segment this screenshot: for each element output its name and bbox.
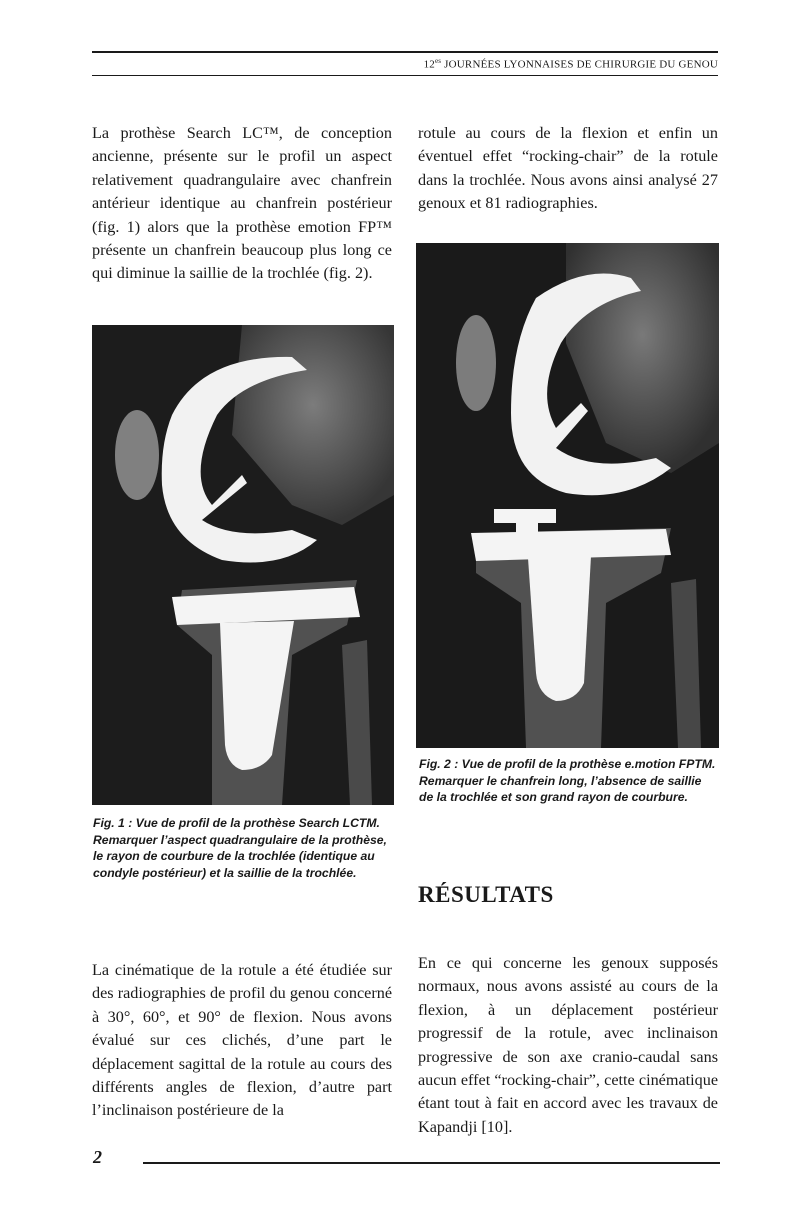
running-head: $12^{es}$ JOURNÉES LYONNAISES DE CHIRURGIE DU GENOU — [423, 57, 718, 71]
figure-1-xray — [92, 325, 394, 805]
page-number: 2 — [93, 1147, 102, 1167]
figure-2-caption: Fig. 2 : Vue de profil de la prothèse e.motion FPTM. Remarquer le chanfrein long, l’absence de saillie de la trochlée et son grand rayon de courbure. — [419, 757, 716, 804]
header-rule-lower — [92, 75, 718, 76]
header-rule — [92, 51, 718, 53]
right-paragraph-results: En ce qui concerne les genoux supposés normaux, nous avons assisté au cours de la flexion, à un déplacement postérieur progressif de la rotule, avec inclinaison progressive de son axe cranio-caudal sans aucun effet “rocking-chair”, cette cinématique étant tout à fait en accord avec les travaux de Kapandji [10]. — [418, 954, 718, 1136]
right-paragraph-continued: rotule au cours de la flexion et enfin un éventuel effet “rocking-chair” de la rotule dans la trochlée. Nous avons ainsi analysé 27 genoux et 81 radiographies. — [418, 124, 718, 213]
section-heading-results: RÉSULTATS — [418, 882, 554, 907]
left-paragraph-kinematics: La cinématique de la rotule a été étudiée sur des radiographies de profil du genou concerné à 30°, 60°, et 90° de flexion. Nous avons évalué sur ces clichés, d’une part le déplacement sagittal de la rotule au cours des différents angles de flexion, d’autre part l’inclinaison postérieure de la — [92, 961, 392, 1120]
figure-1-caption: Fig. 1 : Vue de profil de la prothèse Search LCTM. Remarquer l’aspect quadrangulaire de la prothèse, le rayon de courbure de la trochlée (identique au condyle postérieur) et la saillie de la trochlée. — [93, 816, 387, 880]
left-paragraph-intro: La prothèse Search LC™, de conception ancienne, présente sur le profil un aspect relativement quadrangulaire avec chanfrein antérieur identique au chanfrein postérieur (fig. 1) alors que la prothèse emotion FP™ présente un chanfrein beaucoup plus long ce qui diminue la saillie de la trochlée (fig. 2). — [92, 124, 392, 283]
figure-2-xray — [416, 243, 719, 748]
footer-rule — [143, 1162, 720, 1164]
